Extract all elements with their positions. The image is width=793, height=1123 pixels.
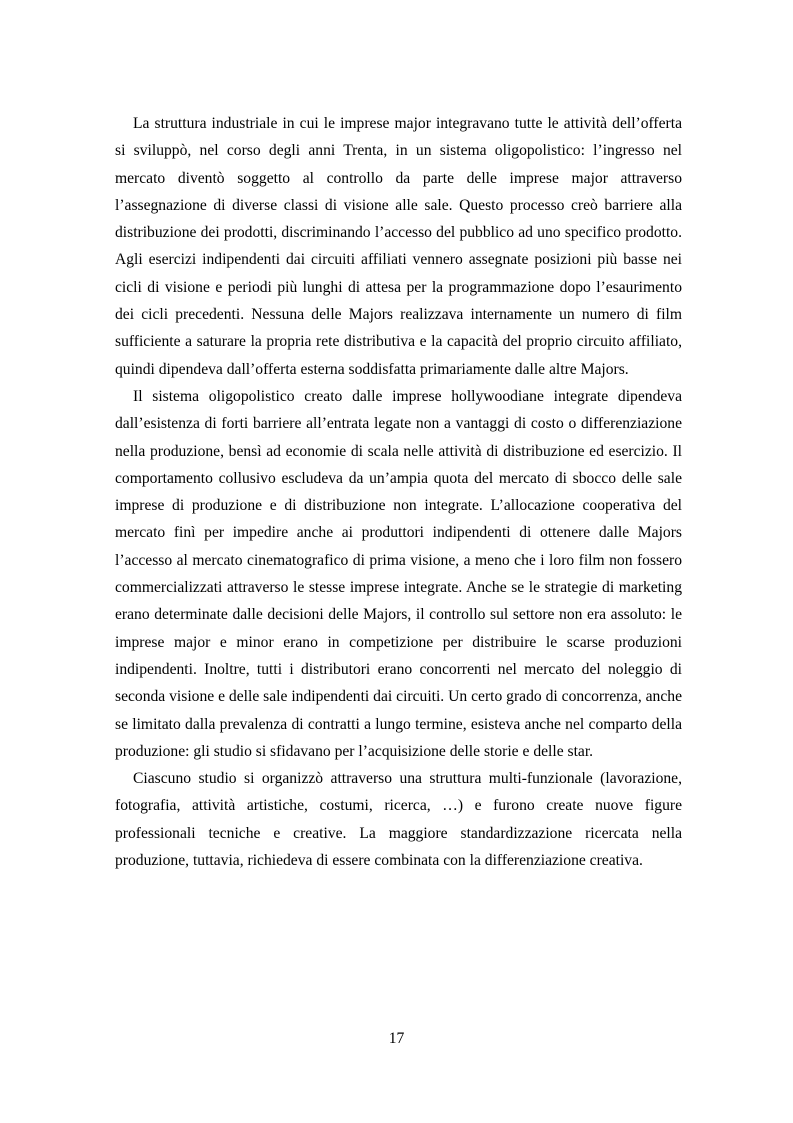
- body-text: [115, 110, 682, 874]
- paragraph-2: Il sistema oligopolistico creato dalle imprese hollywoodiane integrate dipendeva dall’esistenza di forti barriere all’entrata legate non a vantaggi di costo o differenziazione nella produzione, bensì ad economie di scala nelle attività di distribuzione ed esercizio. Il comportamento collusivo escludeva da un’ampia quota del mercato di sbocco delle sale imprese di produzione e di distribuzione non integrate. L’allocazione cooperativa del mercato finì per impedire anche ai produttori indipendenti di ottenere dalle Majors l’accesso al mercato cinematografico di prima visione, a meno che i loro film non fossero commercializzati attraverso le stesse imprese integrate. Anche se le strategie di marketing erano determinate dalle decisioni delle Majors, il controllo sul settore non era assoluto: le imprese major e minor erano in competizione per distribuire le scarse produzioni indipendenti. Inoltre, tutti i distributori erano concorrenti nel mercato del noleggio di seconda visione e delle sale indipendenti dai circuiti. Un certo grado di concorrenza, anche se limitato dalla prevalenza di contratti a lungo termine, esisteva anche nel comparto della produzione: gli studio si sfidavano per l’acquisizione delle storie e delle star.: [115, 387, 682, 760]
- paragraph-3: Ciascuno studio si organizzò attraverso una struttura multi-funzionale (lavorazione, fotografia, attività artistiche, costumi, ricerca, …) e furono create nuove figure professionali tecniche e creative. La maggiore standardizzazione ricercata nella produzione, tuttavia, richiedeva di essere combinata con la differenziazione creativa.: [115, 770, 682, 870]
- page-number: 17: [388, 1030, 405, 1047]
- paragraph-1: La struttura industriale in cui le imprese major integravano tutte le attività dell’offerta si sviluppò, nel corso degli anni Trenta, in un sistema oligopolistico: l’ingresso nel mercato diventò soggetto al controllo da parte delle imprese major attraverso l’assegnazione di diverse classi di visione alle sale. Questo processo creò barriere alla distribuzione dei prodotti, discriminando l’accesso del pubblico ad uno specifico prodotto. Agli esercizi indipendenti dai circuiti affiliati vennero assegnate posizioni più basse nei cicli di visione e periodi più lunghi di attesa per la programmazione dopo l’esaurimento dei cicli precedenti. Nessuna delle Majors realizzava internamente un numero di film sufficiente a saturare la propria rete distributiva e la capacità del proprio circuito affiliato, quindi dipendeva dall’offerta esterna soddisfatta primariamente dalle altre Majors.: [115, 115, 682, 378]
